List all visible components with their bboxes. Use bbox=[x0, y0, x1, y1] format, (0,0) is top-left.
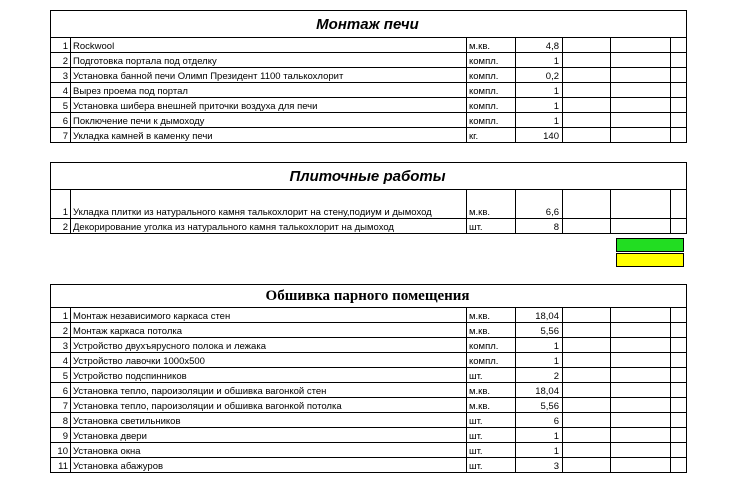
empty-cell bbox=[563, 68, 611, 83]
empty-cell bbox=[563, 428, 611, 443]
quantity: 18,04 bbox=[516, 383, 563, 398]
row-number: 1 bbox=[51, 38, 71, 53]
work-name: Поключение печи к дымоходу bbox=[71, 113, 467, 128]
work-name: Вырез проема под портал bbox=[71, 83, 467, 98]
unit: компл. bbox=[467, 353, 516, 368]
row-number: 4 bbox=[51, 83, 71, 98]
quantity: 1 bbox=[516, 83, 563, 98]
empty-cell bbox=[671, 353, 687, 368]
empty-cell bbox=[671, 383, 687, 398]
empty-cell bbox=[611, 413, 671, 428]
work-name: Устройство двухъярусного полока и лежака bbox=[71, 338, 467, 353]
unit: компл. bbox=[467, 113, 516, 128]
empty-cell bbox=[563, 443, 611, 458]
empty-cell bbox=[671, 368, 687, 383]
empty-cell bbox=[563, 338, 611, 353]
section-obshivka bbox=[50, 284, 686, 473]
empty-cell bbox=[563, 219, 611, 234]
empty-cell bbox=[611, 38, 671, 53]
empty-cell bbox=[563, 38, 611, 53]
unit: м.кв. bbox=[467, 323, 516, 338]
row-number: 6 bbox=[51, 383, 71, 398]
quantity: 8 bbox=[516, 219, 563, 234]
empty-cell bbox=[671, 128, 687, 143]
empty-cell bbox=[611, 383, 671, 398]
empty-cell bbox=[671, 113, 687, 128]
quantity: 140 bbox=[516, 128, 563, 143]
unit: компл. bbox=[467, 338, 516, 353]
quantity: 0,2 bbox=[516, 68, 563, 83]
quantity: 1 bbox=[516, 98, 563, 113]
quantity: 1 bbox=[516, 353, 563, 368]
work-name: Установка шибера внешней приточки воздуха для печи bbox=[71, 98, 467, 113]
empty-cell bbox=[611, 53, 671, 68]
empty-cell bbox=[611, 83, 671, 98]
empty-cell bbox=[611, 443, 671, 458]
unit: шт. bbox=[467, 428, 516, 443]
row-number: 3 bbox=[51, 338, 71, 353]
table-row bbox=[51, 368, 687, 383]
empty-cell bbox=[563, 190, 611, 219]
row-number: 7 bbox=[51, 128, 71, 143]
table-row bbox=[51, 53, 687, 68]
work-name: Установка абажуров bbox=[71, 458, 467, 473]
table-montazh-pechi bbox=[50, 10, 687, 143]
empty-cell bbox=[563, 353, 611, 368]
work-name: Подготовка портала под отделку bbox=[71, 53, 467, 68]
empty-cell bbox=[563, 398, 611, 413]
empty-cell bbox=[611, 219, 671, 234]
empty-cell bbox=[671, 398, 687, 413]
quantity: 1 bbox=[516, 428, 563, 443]
section-title: Плиточные работы bbox=[51, 163, 687, 190]
section-title: Обшивка парного помещения bbox=[51, 285, 687, 308]
empty-cell bbox=[611, 353, 671, 368]
row-number: 4 bbox=[51, 353, 71, 368]
quantity: 6,6 bbox=[516, 190, 563, 219]
row-number: 2 bbox=[51, 323, 71, 338]
row-number: 10 bbox=[51, 443, 71, 458]
work-name: Установка двери bbox=[71, 428, 467, 443]
work-name: Установка тепло, пароизоляции и обшивка вагонкой стен bbox=[71, 383, 467, 398]
empty-cell bbox=[671, 308, 687, 323]
section-plitochnye-raboty bbox=[50, 162, 686, 234]
work-name: Укладка камней в каменку печи bbox=[71, 128, 467, 143]
empty-cell bbox=[611, 128, 671, 143]
table-obshivka bbox=[50, 284, 687, 473]
table-row bbox=[51, 83, 687, 98]
work-name: Установка тепло, пароизоляции и обшивка вагонкой потолка bbox=[71, 398, 467, 413]
row-number: 9 bbox=[51, 428, 71, 443]
section-montazh-pechi bbox=[50, 10, 686, 143]
empty-cell bbox=[563, 308, 611, 323]
table-row bbox=[51, 219, 687, 234]
work-name: Монтаж независимого каркаса стен bbox=[71, 308, 467, 323]
empty-cell bbox=[671, 219, 687, 234]
empty-cell bbox=[611, 428, 671, 443]
unit: шт. bbox=[467, 443, 516, 458]
empty-cell bbox=[611, 398, 671, 413]
quantity: 5,56 bbox=[516, 398, 563, 413]
unit: шт. bbox=[467, 413, 516, 428]
empty-cell bbox=[671, 428, 687, 443]
unit: м.кв. bbox=[467, 38, 516, 53]
work-name: Устройство лавочки 1000х500 bbox=[71, 353, 467, 368]
empty-cell bbox=[611, 68, 671, 83]
unit: м.кв. bbox=[467, 398, 516, 413]
row-number: 5 bbox=[51, 98, 71, 113]
empty-cell bbox=[611, 323, 671, 338]
table-row bbox=[51, 98, 687, 113]
work-name: Rockwool bbox=[71, 38, 467, 53]
empty-cell bbox=[671, 413, 687, 428]
row-number: 6 bbox=[51, 113, 71, 128]
empty-cell bbox=[563, 53, 611, 68]
empty-cell bbox=[671, 98, 687, 113]
empty-cell bbox=[563, 383, 611, 398]
quantity: 1 bbox=[516, 53, 563, 68]
work-name: Монтаж каркаса потолка bbox=[71, 323, 467, 338]
quantity: 5,56 bbox=[516, 323, 563, 338]
work-name: Устройство подспинников bbox=[71, 368, 467, 383]
empty-cell bbox=[611, 368, 671, 383]
quantity: 2 bbox=[516, 368, 563, 383]
table-row bbox=[51, 190, 687, 219]
table-row bbox=[51, 443, 687, 458]
table-row bbox=[51, 323, 687, 338]
empty-cell bbox=[611, 113, 671, 128]
row-number: 1 bbox=[51, 190, 71, 219]
row-number: 5 bbox=[51, 368, 71, 383]
row-number: 2 bbox=[51, 219, 71, 234]
table-row bbox=[51, 113, 687, 128]
empty-cell bbox=[563, 113, 611, 128]
quantity: 6 bbox=[516, 413, 563, 428]
table-row bbox=[51, 428, 687, 443]
unit: компл. bbox=[467, 83, 516, 98]
empty-cell bbox=[671, 83, 687, 98]
table-row bbox=[51, 458, 687, 473]
empty-cell bbox=[671, 68, 687, 83]
unit: компл. bbox=[467, 68, 516, 83]
unit: компл. bbox=[467, 53, 516, 68]
quantity: 4,8 bbox=[516, 38, 563, 53]
row-number: 8 bbox=[51, 413, 71, 428]
unit: компл. bbox=[467, 98, 516, 113]
empty-cell bbox=[563, 368, 611, 383]
green-fill-cell bbox=[616, 238, 684, 252]
empty-cell bbox=[611, 98, 671, 113]
unit: шт. bbox=[467, 458, 516, 473]
yellow-fill-cell bbox=[616, 253, 684, 267]
table-plitochnye-raboty bbox=[50, 162, 687, 234]
empty-cell bbox=[611, 308, 671, 323]
row-number: 1 bbox=[51, 308, 71, 323]
row-number: 3 bbox=[51, 68, 71, 83]
empty-cell bbox=[671, 338, 687, 353]
empty-cell bbox=[563, 128, 611, 143]
empty-cell bbox=[563, 458, 611, 473]
unit: м.кв. bbox=[467, 383, 516, 398]
empty-cell bbox=[611, 338, 671, 353]
work-name: Укладка плитки из натурального камня талькохлорит на стену,подиум и дымоход bbox=[71, 190, 467, 219]
quantity: 1 bbox=[516, 113, 563, 128]
empty-cell bbox=[563, 98, 611, 113]
table-row bbox=[51, 308, 687, 323]
row-number: 2 bbox=[51, 53, 71, 68]
work-name: Установка светильников bbox=[71, 413, 467, 428]
empty-cell bbox=[563, 413, 611, 428]
empty-cell bbox=[671, 443, 687, 458]
quantity: 1 bbox=[516, 338, 563, 353]
table-row bbox=[51, 68, 687, 83]
unit: м.кв. bbox=[467, 308, 516, 323]
quantity: 18,04 bbox=[516, 308, 563, 323]
row-number: 7 bbox=[51, 398, 71, 413]
table-row bbox=[51, 398, 687, 413]
empty-cell bbox=[671, 53, 687, 68]
quantity: 3 bbox=[516, 458, 563, 473]
unit: шт. bbox=[467, 219, 516, 234]
empty-cell bbox=[611, 190, 671, 219]
empty-cell bbox=[671, 323, 687, 338]
row-number: 11 bbox=[51, 458, 71, 473]
table-row bbox=[51, 383, 687, 398]
empty-cell bbox=[671, 190, 687, 219]
table-row bbox=[51, 338, 687, 353]
table-row bbox=[51, 128, 687, 143]
work-name: Установка окна bbox=[71, 443, 467, 458]
table-row bbox=[51, 38, 687, 53]
work-name: Декорирование уголка из натурального камня талькохлорит на дымоход bbox=[71, 219, 467, 234]
empty-cell bbox=[611, 458, 671, 473]
unit: кг. bbox=[467, 128, 516, 143]
work-name: Установка банной печи Олимп Президент 1100 талькохлорит bbox=[71, 68, 467, 83]
empty-cell bbox=[563, 323, 611, 338]
unit: шт. bbox=[467, 368, 516, 383]
table-row bbox=[51, 353, 687, 368]
empty-cell bbox=[671, 458, 687, 473]
unit: м.кв. bbox=[467, 190, 516, 219]
section-title: Монтаж печи bbox=[51, 11, 687, 38]
empty-cell bbox=[671, 38, 687, 53]
quantity: 1 bbox=[516, 443, 563, 458]
table-row bbox=[51, 413, 687, 428]
empty-cell bbox=[563, 83, 611, 98]
